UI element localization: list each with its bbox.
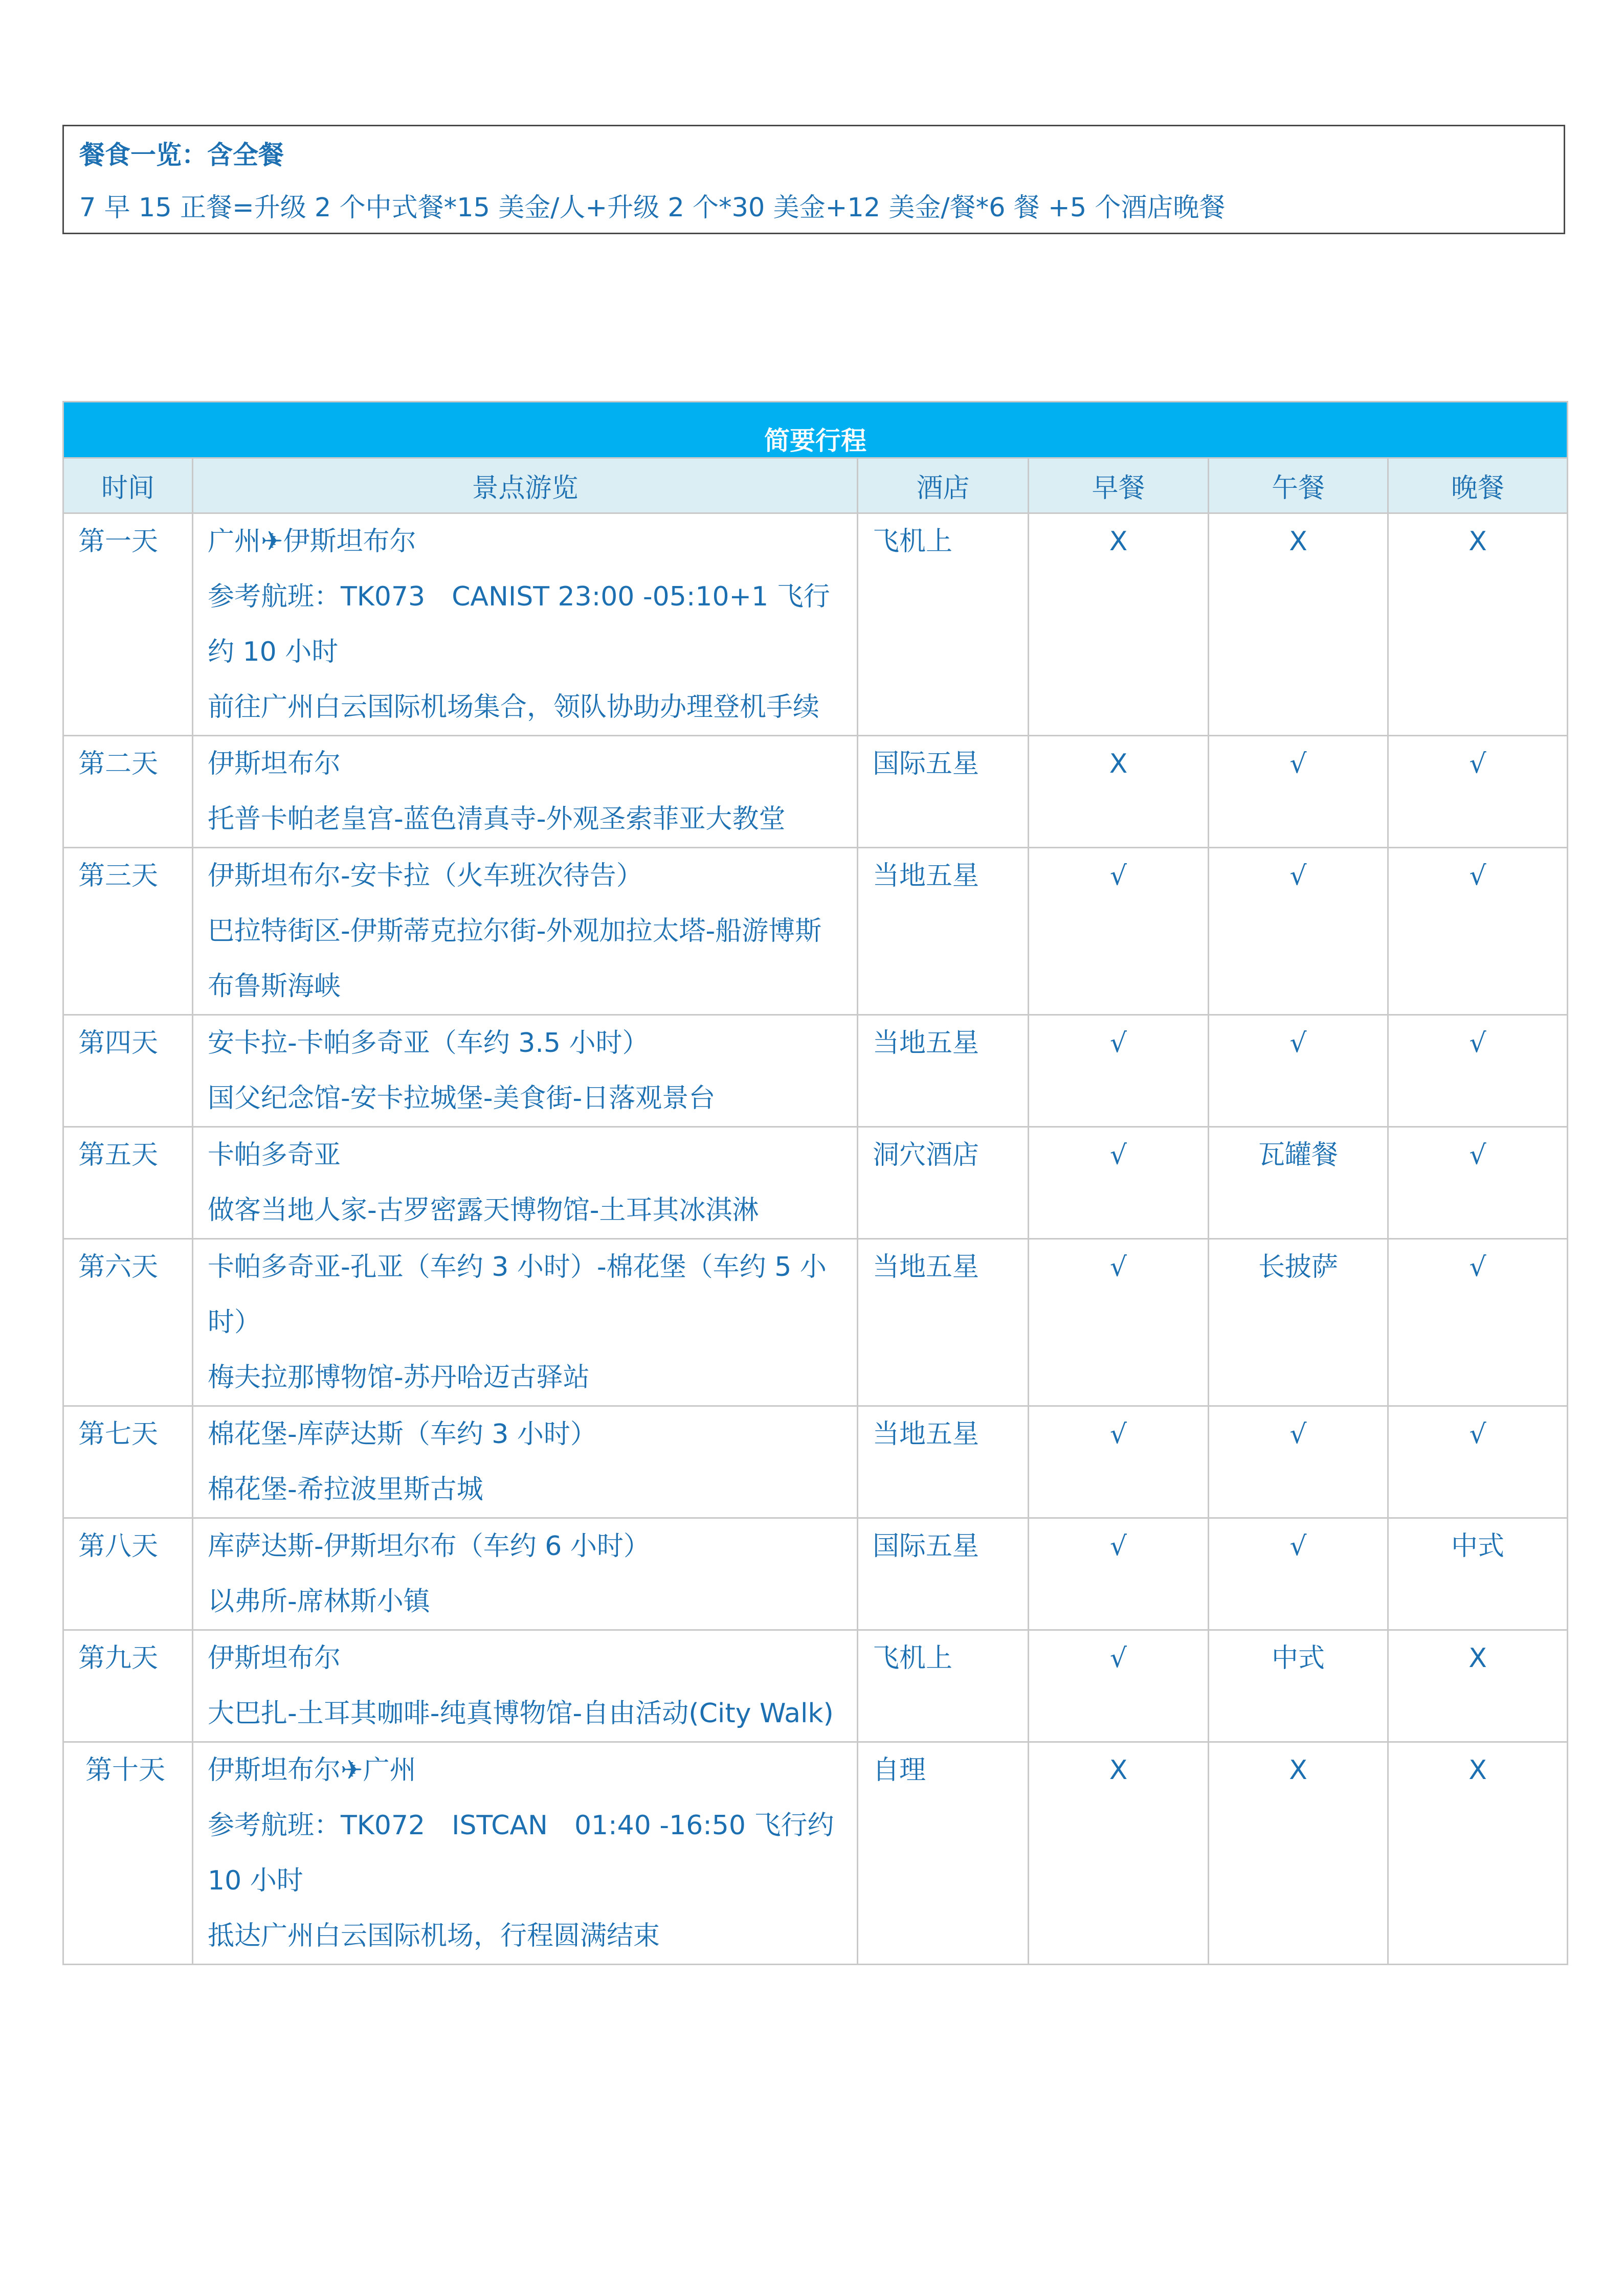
breakfast-cell: √ — [1029, 1239, 1209, 1406]
lunch-cell: √ — [1209, 736, 1388, 848]
meal-summary-detail: 7 早 15 正餐=升级 2 个中式餐*15 美金/人+升级 2 个*30 美金+12 美金/餐*6 餐 +5 个酒店晚餐 — [79, 193, 1226, 223]
route-line: 伊斯坦布尔✈广州 — [208, 1755, 416, 1786]
breakfast-cell: √ — [1029, 1630, 1209, 1742]
day-label: 第四天 — [63, 1015, 193, 1127]
itinerary-table — [62, 401, 1568, 1965]
column-header-hotel: 酒店 — [858, 458, 1029, 513]
route-cell — [193, 1518, 858, 1630]
breakfast-cell: √ — [1029, 1127, 1209, 1239]
lunch-cell: √ — [1209, 1406, 1388, 1518]
hotel-cell: 当地五星 — [858, 1406, 1029, 1518]
hotel-cell: 国际五星 — [858, 736, 1029, 848]
itinerary-body — [63, 513, 1568, 1965]
dinner-cell: √ — [1388, 1239, 1568, 1406]
route-line: 安卡拉-卡帕多奇亚（车约 3.5 小时） — [208, 1028, 649, 1059]
route-cell — [193, 848, 858, 1015]
meal-summary-title: 餐食一览：含全餐 — [79, 140, 284, 170]
itinerary-row — [63, 1015, 1568, 1127]
itinerary-row — [63, 736, 1568, 848]
hotel-cell: 国际五星 — [858, 1518, 1029, 1630]
dinner-cell: √ — [1388, 1127, 1568, 1239]
route-line: 抵达广州白云国际机场，行程圆满结束 — [208, 1921, 660, 1951]
itinerary-header-row — [63, 458, 1568, 513]
route-line: 大巴扎-土耳其咖啡-纯真博物馆-自由活动(City Walk) — [208, 1698, 834, 1729]
route-line: 托普卡帕老皇宫-蓝色清真寺-外观圣索菲亚大教堂 — [208, 804, 786, 835]
hotel-cell: 当地五星 — [858, 1015, 1029, 1127]
dinner-cell: X — [1388, 1742, 1568, 1965]
breakfast-cell: √ — [1029, 848, 1209, 1015]
dinner-cell: 中式 — [1388, 1518, 1568, 1630]
lunch-cell: 长披萨 — [1209, 1239, 1388, 1406]
dinner-cell: √ — [1388, 1406, 1568, 1518]
lunch-cell: √ — [1209, 848, 1388, 1015]
meal-summary-box — [62, 125, 1565, 234]
day-label: 第五天 — [63, 1127, 193, 1239]
route-line: 棉花堡-库萨达斯（车约 3 小时） — [208, 1419, 597, 1450]
route-cell — [193, 1239, 858, 1406]
hotel-cell: 洞穴酒店 — [858, 1127, 1029, 1239]
day-label: 第七天 — [63, 1406, 193, 1518]
itinerary-title: 简要行程 — [63, 402, 1568, 458]
itinerary-row — [63, 1127, 1568, 1239]
route-line: 前往广州白云国际机场集合，领队协助办理登机手续 — [208, 692, 820, 723]
day-label: 第二天 — [63, 736, 193, 848]
day-label: 第八天 — [63, 1518, 193, 1630]
hotel-cell: 自理 — [858, 1742, 1029, 1965]
route-line: 做客当地人家-古罗密露天博物馆-土耳其冰淇淋 — [208, 1195, 759, 1226]
day-label: 第三天 — [63, 848, 193, 1015]
route-line: 伊斯坦布尔-安卡拉（火车班次待告） — [208, 861, 643, 891]
lunch-cell: 瓦罐餐 — [1209, 1127, 1388, 1239]
hotel-cell: 飞机上 — [858, 1630, 1029, 1742]
route-cell — [193, 1406, 858, 1518]
column-header-time: 时间 — [63, 458, 193, 513]
route-line: 库萨达斯-伊斯坦尔布（车约 6 小时） — [208, 1531, 650, 1562]
lunch-cell: X — [1209, 1742, 1388, 1965]
route-cell — [193, 1127, 858, 1239]
route-line: 卡帕多奇亚 — [208, 1140, 341, 1170]
route-line: 参考航班：TK072 ISTCAN 01:40 -16:50 飞行约 10 小时 — [208, 1810, 834, 1896]
hotel-cell: 飞机上 — [858, 513, 1029, 736]
lunch-cell: √ — [1209, 1518, 1388, 1630]
dinner-cell: √ — [1388, 736, 1568, 848]
dinner-cell: √ — [1388, 1015, 1568, 1127]
itinerary-row — [63, 848, 1568, 1015]
dinner-cell: X — [1388, 1630, 1568, 1742]
day-label: 第九天 — [63, 1630, 193, 1742]
dinner-cell: √ — [1388, 848, 1568, 1015]
route-line: 以弗所-席林斯小镇 — [208, 1586, 430, 1617]
lunch-cell: 中式 — [1209, 1630, 1388, 1742]
column-header-dinner: 晚餐 — [1388, 458, 1568, 513]
route-cell — [193, 736, 858, 848]
route-line: 伊斯坦布尔 — [208, 749, 341, 779]
route-cell — [193, 1742, 858, 1965]
itinerary-row — [63, 1630, 1568, 1742]
route-line: 参考航班：TK073 CANIST 23:00 -05:10+1 飞行约 10 小时 — [208, 581, 830, 667]
breakfast-cell: X — [1029, 513, 1209, 736]
breakfast-cell: √ — [1029, 1518, 1209, 1630]
route-line: 卡帕多奇亚-孔亚（车约 3 小时）-棉花堡（车约 5 小时） — [208, 1252, 827, 1338]
breakfast-cell: √ — [1029, 1406, 1209, 1518]
lunch-cell: X — [1209, 513, 1388, 736]
route-cell — [193, 1630, 858, 1742]
route-line: 国父纪念馆-安卡拉城堡-美食街-日落观景台 — [208, 1083, 716, 1114]
breakfast-cell: X — [1029, 1742, 1209, 1965]
route-cell — [193, 513, 858, 736]
itinerary-row — [63, 1239, 1568, 1406]
breakfast-cell: X — [1029, 736, 1209, 848]
hotel-cell: 当地五星 — [858, 848, 1029, 1015]
itinerary-row — [63, 1518, 1568, 1630]
column-header-route: 景点游览 — [193, 458, 858, 513]
route-line: 伊斯坦布尔 — [208, 1643, 341, 1674]
column-header-lunch: 午餐 — [1209, 458, 1388, 513]
hotel-cell: 当地五星 — [858, 1239, 1029, 1406]
route-line: 梅夫拉那博物馆-苏丹哈迈古驿站 — [208, 1362, 590, 1393]
route-line: 广州✈伊斯坦布尔 — [208, 526, 416, 557]
lunch-cell: √ — [1209, 1015, 1388, 1127]
itinerary-row — [63, 1742, 1568, 1965]
day-label: 第六天 — [63, 1239, 193, 1406]
itinerary-row — [63, 1406, 1568, 1518]
route-cell — [193, 1015, 858, 1127]
breakfast-cell: √ — [1029, 1015, 1209, 1127]
dinner-cell: X — [1388, 513, 1568, 736]
day-label: 第十天 — [63, 1742, 193, 1965]
day-label: 第一天 — [63, 513, 193, 736]
itinerary-row — [63, 513, 1568, 736]
column-header-breakfast: 早餐 — [1029, 458, 1209, 513]
route-line: 棉花堡-希拉波里斯古城 — [208, 1474, 483, 1505]
route-line: 巴拉特街区-伊斯蒂克拉尔街-外观加拉太塔-船游博斯布鲁斯海峡 — [208, 916, 822, 1002]
